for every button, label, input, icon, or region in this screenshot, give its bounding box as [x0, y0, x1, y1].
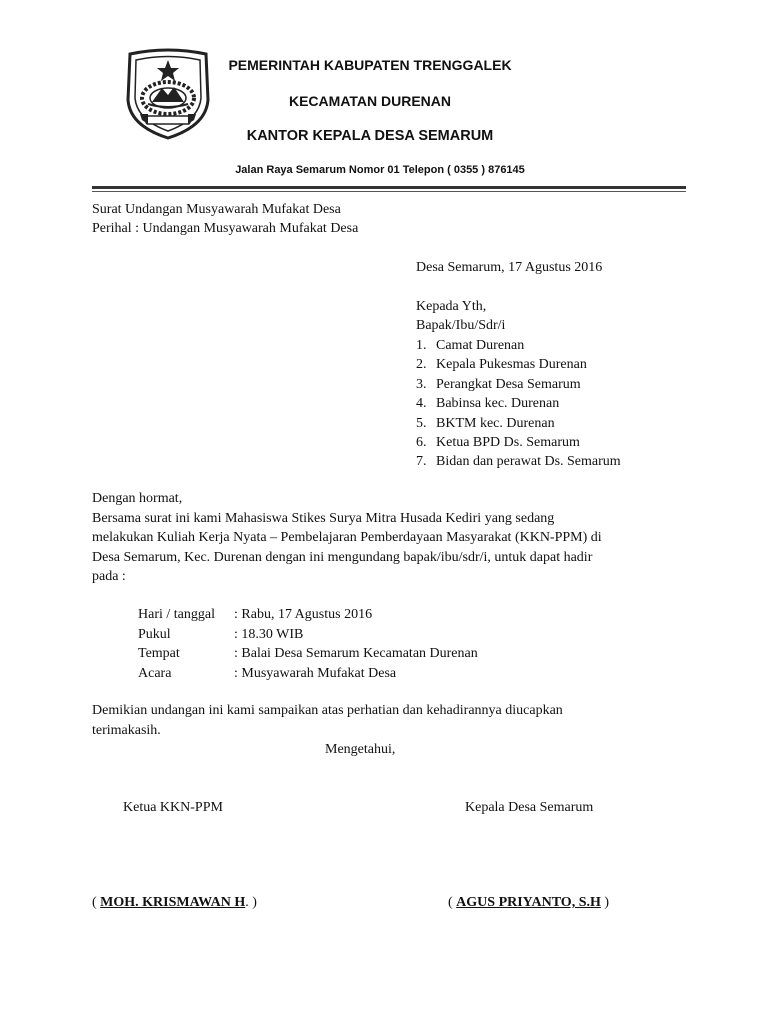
- letterhead-district: KECAMATAN DURENAN: [288, 93, 452, 109]
- letterhead-address: Jalan Raya Semarum Nomor 01 Telepon ( 0355 ) 876145: [235, 164, 525, 176]
- letterhead-office: KANTOR KEPALA DESA SEMARUM: [246, 128, 494, 144]
- detail-row: Acara : Musyawarah Mufakat Desa: [138, 665, 397, 681]
- list-item: 6. Ketua BPD Ds. Semarum: [416, 435, 580, 451]
- list-item: 4. Babinsa kec. Durenan: [416, 396, 560, 412]
- greeting: Dengan hormat,: [92, 491, 183, 506]
- list-item: 2. Kepala Pukesmas Durenan: [416, 357, 587, 373]
- signatory-right-name: ( AGUS PRIYANTO, S.H ): [448, 895, 610, 910]
- signatory-right-title: Kepala Desa Semarum: [465, 800, 594, 815]
- list-item: 5. BKTM kec. Durenan: [416, 415, 555, 431]
- letterhead-divider-thin: [92, 191, 686, 192]
- detail-row: Tempat : Balai Desa Semarum Kecamatan Durenan: [138, 646, 478, 662]
- closing-paragraph: Demikian undangan ini kami sampaikan atas perhatian dan kehadirannya diucapkan terimakasih.: [92, 703, 563, 738]
- recipient-salutation: Kepada Yth,: [416, 299, 487, 314]
- list-item: 3. Perangkat Desa Semarum: [416, 376, 581, 392]
- event-details: [138, 605, 478, 683]
- signatory-left-title: Ketua KKN-PPM: [123, 800, 223, 815]
- letter-title: Surat Undangan Musyawarah Mufakat Desa: [92, 202, 341, 217]
- detail-row: Hari / tanggal : Rabu, 17 Agustus 2016: [138, 607, 373, 622]
- letterhead-government: PEMERINTAH KABUPATEN TRENGGALEK: [228, 57, 512, 73]
- body-paragraph: Bersama surat ini kami Mahasiswa Stikes Surya Mitra Husada Kediri yang sedang melakukan Kuliah Kerja Nyata – Pembelajaran Pemberdayaan Masyarakat (KKN-PPM) di Desa Semarum, Kec. Durenan dengan ini mengundang bapak/ibu/sdr/i, untuk dapat hadir pada :: [92, 511, 602, 585]
- recipient-list: [416, 336, 621, 472]
- place-date: Desa Semarum, 17 Agustus 2016: [416, 260, 603, 275]
- list-item: 1. Camat Durenan: [416, 338, 525, 353]
- letter-subject: Perihal : Undangan Musyawarah Mufakat Desa: [92, 221, 359, 236]
- letterhead-divider: [92, 186, 686, 189]
- signatory-left-name: ( MOH. KRISMAWAN H. ): [92, 895, 257, 910]
- acknowledged-label: Mengetahui,: [325, 742, 396, 757]
- recipient-address-form: Bapak/Ibu/Sdr/i: [416, 318, 506, 333]
- list-item: 7. Bidan dan perawat Ds. Semarum: [416, 454, 621, 470]
- detail-row: Pukul : 18.30 WIB: [138, 626, 304, 642]
